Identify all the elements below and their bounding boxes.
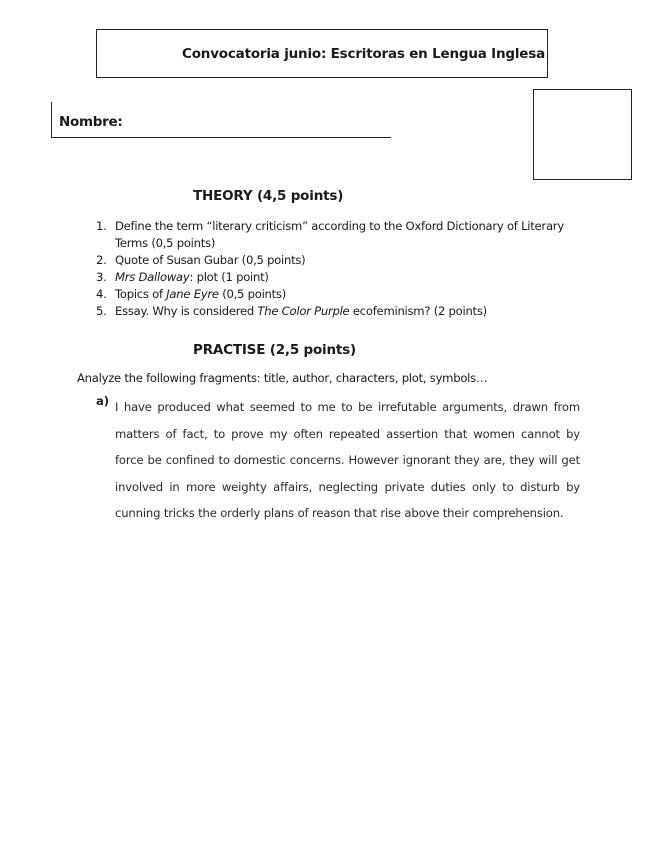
question-text: Define the term “literary criticism” according to the Oxford Dictionary of Literary Terms (0,5 points) — [115, 219, 564, 250]
question-number: 3 . — [96, 269, 107, 286]
question-title: The Color Purple — [257, 304, 350, 318]
theory-heading: THEORY (4,5 points) — [193, 188, 344, 204]
question-text: (0,5 points) — [218, 287, 286, 301]
question-number: 1 . — [96, 218, 107, 235]
fragment-text: I have produced what seemed to me to be irrefutable arguments, drawn from matters of fact, to prove my often repeated assertion that women cannot by force be confined to domestic concerns. However ignorant they are, they will get involved in more weighty affairs, neglecting private duties only to disturb by cunning tricks the orderly plans of reason that rise above their comprehension. — [115, 400, 580, 520]
theory-question-list — [96, 218, 586, 320]
question-title: Jane Eyre — [166, 287, 219, 301]
fragment-letter: a ) — [96, 394, 109, 408]
question-text: Essay. Why is considered — [115, 304, 258, 318]
question-item — [96, 269, 586, 286]
question-text: Quote of Susan Gubar (0,5 points) — [115, 253, 306, 267]
practise-instructions: Analyze the following fragments: title, author, characters, plot, symbols… — [77, 371, 488, 385]
question-number: 2 . — [96, 252, 107, 269]
fragment-item — [96, 394, 580, 527]
question-item — [96, 252, 586, 269]
question-number: 4 . — [96, 286, 107, 303]
exam-title-box — [96, 29, 548, 78]
question-text: Topics of — [115, 287, 167, 301]
practise-heading: PRACTISE (2,5 points) — [193, 342, 356, 358]
question-item — [96, 303, 586, 320]
name-field[interactable] — [51, 102, 391, 138]
question-number: 5 . — [96, 303, 107, 320]
question-text: ecofeminism? (2 points) — [349, 304, 487, 318]
name-label: Nombre: — [59, 114, 123, 130]
exam-title: Convocatoria junio: Escritoras en Lengua Inglesa — [182, 46, 545, 62]
question-title: Mrs Dalloway — [115, 270, 190, 284]
photo-box — [533, 89, 632, 180]
question-item — [96, 218, 586, 252]
question-text: : plot (1 point) — [189, 270, 269, 284]
question-item — [96, 286, 586, 303]
